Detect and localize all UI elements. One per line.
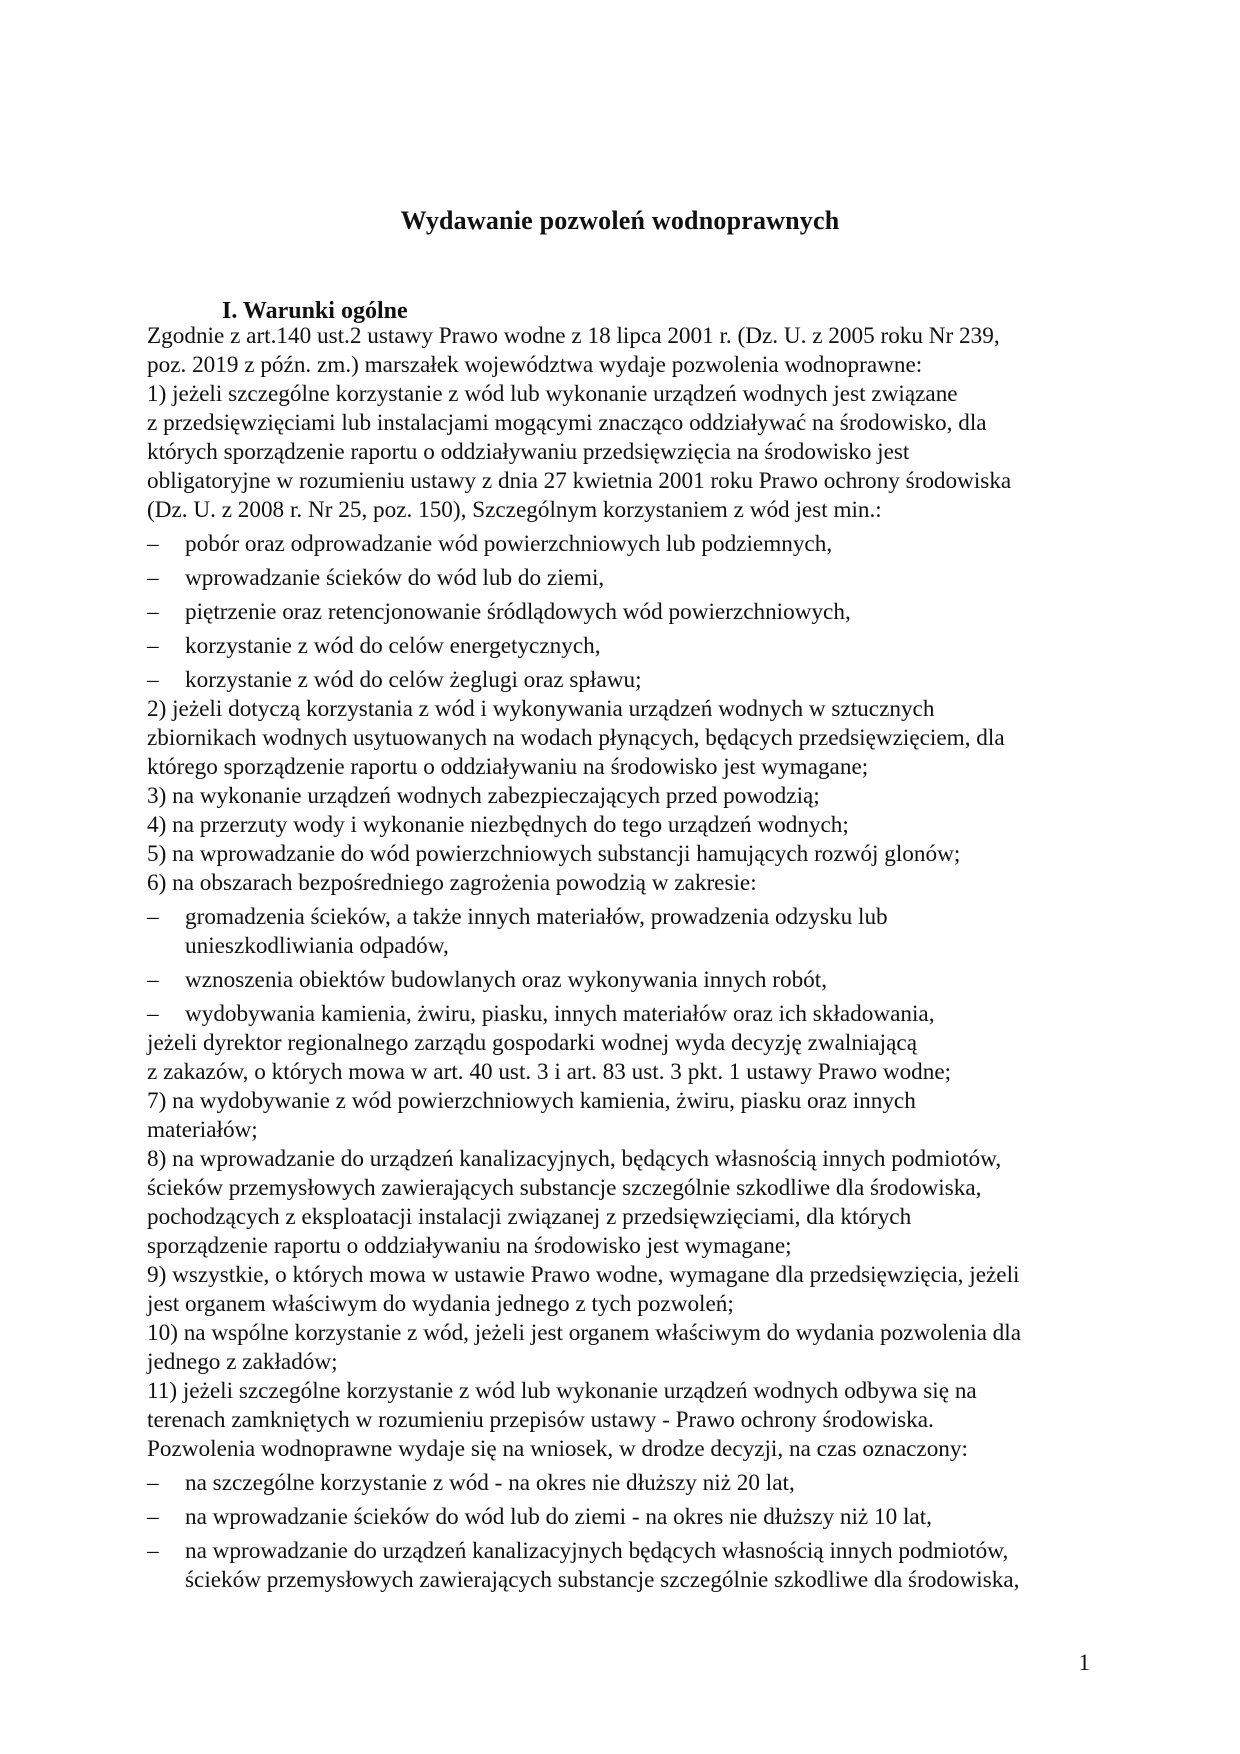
- document-title: Wydawanie pozwoleń wodnoprawnych: [400, 206, 840, 235]
- paragraph-line: Zgodnie z art.140 ust.2 ustawy Prawo wodne z 18 lipca 2001 r. (Dz. U. z 2005 roku Nr 239,: [147, 323, 1000, 349]
- paragraph-line: z przedsięwzięciami lub instalacjami mogącymi znacząco oddziaływać na środowisko, dla: [147, 410, 987, 436]
- dash-bullet: –: [147, 1001, 159, 1027]
- paragraph-line: materiałów;: [147, 1117, 258, 1143]
- paragraph-line: 10) na wspólne korzystanie z wód, jeżeli jest organem właściwym do wydania pozwolenia dla: [147, 1320, 1022, 1346]
- paragraph-line: 2) jeżeli dotyczą korzystania z wód i wykonywania urządzeń wodnych w sztucznych: [147, 696, 935, 722]
- paragraph-line: jest organem właściwym do wydania jednego z tych pozwoleń;: [147, 1291, 734, 1317]
- paragraph-line: terenach zamkniętych w rozumieniu przepisów ustawy - Prawo ochrony środowiska.: [147, 1407, 934, 1433]
- paragraph-line: 6) na obszarach bezpośredniego zagrożenia powodzią w zakresie:: [147, 870, 757, 896]
- paragraph-line: poz. 2019 z późn. zm.) marszałek województwa wydaje pozwolenia wodnoprawne:: [147, 352, 923, 378]
- list-item: – piętrzenie oraz retencjonowanie śródlądowych wód powierzchniowych,: [147, 599, 851, 625]
- paragraph-line: ścieków przemysłowych zawierających substancje szczególnie szkodliwe dla środowiska,: [147, 1175, 982, 1201]
- list-item: – korzystanie z wód do celów żeglugi oraz spławu;: [147, 667, 642, 693]
- paragraph-line: jeżeli dyrektor regionalnego zarządu gospodarki wodnej wyda decyzję zwalniającą: [147, 1030, 917, 1056]
- list-item: – na wprowadzanie do urządzeń kanalizacyjnych będących własnością innych podmiotów, ścieków przemysłowych zawierających substancje szczególnie szkodliwe dla środowiska,: [147, 1538, 1020, 1593]
- paragraph-line: (Dz. U. z 2008 r. Nr 25, poz. 150), Szczególnym korzystaniem z wód jest min.:: [147, 497, 882, 523]
- list-item: – wydobywania kamienia, żwiru, piasku, innych materiałów oraz ich składowania,: [147, 1001, 935, 1027]
- dash-bullet: –: [147, 1470, 159, 1496]
- page-number: 1: [1078, 1650, 1090, 1675]
- list-item: – pobór oraz odprowadzanie wód powierzchniowych lub podziemnych,: [147, 531, 833, 557]
- paragraph-line: z zakazów, o których mowa w art. 40 ust. 3 i art. 83 ust. 3 pkt. 1 ustawy Prawo wodne;: [147, 1059, 952, 1085]
- dash-bullet: –: [147, 531, 159, 557]
- paragraph-line: obligatoryjne w rozumieniu ustawy z dnia 27 kwietnia 2001 roku Prawo ochrony środowiska: [147, 468, 1012, 494]
- paragraph-line: Pozwolenia wodnoprawne wydaje się na wniosek, w drodze decyzji, na czas oznaczony:: [147, 1436, 968, 1462]
- list-item: – wznoszenia obiektów budowlanych oraz wykonywania innych robót,: [147, 967, 827, 993]
- paragraph-line: 8) na wprowadzanie do urządzeń kanalizacyjnych, będących własnością innych podmiotów,: [147, 1146, 1002, 1172]
- paragraph-line: pochodzących z eksploatacji instalacji związanej z przedsięwzięciami, dla których: [147, 1204, 912, 1230]
- paragraph-line: 7) na wydobywanie z wód powierzchniowych kamienia, żwiru, piasku oraz innych: [147, 1088, 916, 1114]
- dash-bullet: –: [147, 904, 159, 930]
- dash-bullet: –: [147, 967, 159, 993]
- paragraph-line: 1) jeżeli szczególne korzystanie z wód lub wykonanie urządzeń wodnych jest związane: [147, 381, 958, 407]
- list-item: – na szczególne korzystanie z wód - na okres nie dłuższy niż 20 lat,: [147, 1470, 795, 1496]
- list-item: – na wprowadzanie ścieków do wód lub do ziemi - na okres nie dłuższy niż 10 lat,: [147, 1504, 932, 1530]
- dash-bullet: –: [147, 667, 159, 693]
- paragraph-line: 5) na wprowadzanie do wód powierzchniowych substancji hamujących rozwój glonów;: [147, 841, 961, 867]
- paragraph-line: którego sporządzenie raportu o oddziaływaniu na środowisko jest wymagane;: [147, 754, 869, 780]
- paragraph-line: sporządzenie raportu o oddziaływaniu na środowisko jest wymagane;: [147, 1233, 792, 1259]
- dash-bullet: –: [147, 1504, 159, 1530]
- section-heading: I. Warunki ogólne: [222, 298, 408, 324]
- paragraph-line: 9) wszystkie, o których mowa w ustawie Prawo wodne, wymagane dla przedsięwzięcia, jeżeli: [147, 1262, 1020, 1288]
- paragraph-line: 4) na przerzuty wody i wykonanie niezbędnych do tego urządzeń wodnych;: [147, 812, 849, 838]
- list-item: – wprowadzanie ścieków do wód lub do ziemi,: [147, 565, 605, 591]
- dash-bullet: –: [147, 633, 159, 659]
- paragraph-line: 3) na wykonanie urządzeń wodnych zabezpieczających przed powodzią;: [147, 783, 820, 809]
- dash-bullet: –: [147, 565, 159, 591]
- dash-bullet: –: [147, 1538, 159, 1564]
- paragraph-line: 11) jeżeli szczególne korzystanie z wód lub wykonanie urządzeń wodnych odbywa się na: [147, 1378, 977, 1404]
- dash-bullet: –: [147, 599, 159, 625]
- paragraph-line: jednego z zakładów;: [147, 1349, 338, 1375]
- list-item: – korzystanie z wód do celów energetycznych,: [147, 633, 601, 659]
- list-item: – gromadzenia ścieków, a także innych materiałów, prowadzenia odzysku lub unieszkodliwiania odpadów,: [147, 904, 888, 959]
- document-body: [147, 322, 1097, 1595]
- paragraph-line: których sporządzenie raportu o oddziaływaniu przedsięwzięcia na środowisko jest: [147, 439, 910, 465]
- paragraph-line: zbiornikach wodnych usytuowanych na wodach płynących, będących przedsięwzięciem, dla: [147, 725, 1005, 751]
